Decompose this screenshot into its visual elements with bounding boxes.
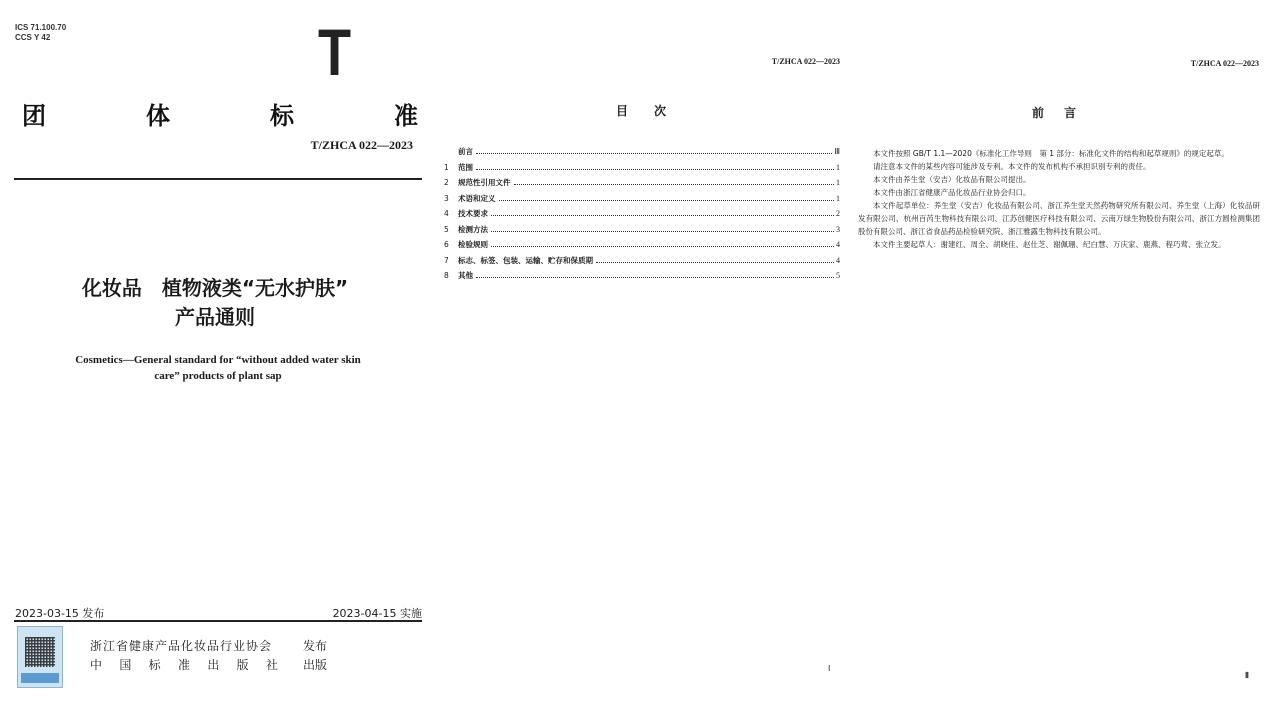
doc-type-char: 体 [146, 102, 170, 130]
toc-title: 目次 [616, 104, 693, 118]
toc-entry[interactable] [444, 255, 840, 271]
press-char: 国 [119, 658, 132, 672]
title-chinese-line2: 产品通则 [175, 305, 255, 329]
toc-entry-number: 5 [444, 224, 449, 234]
ics-code: ICS 71.100.70 [15, 23, 67, 32]
divider [14, 178, 422, 180]
press-char: 社 [265, 658, 278, 672]
press-name [90, 656, 278, 673]
toc-leader-dots [476, 169, 834, 170]
foreword-body [858, 147, 1260, 251]
ccs-code: CCS Y 42 [15, 33, 51, 42]
foreword-paragraph: 本文件按照 GB/T 1.1—2020《标准化工作导则 第 1 部分：标准化文件的结构和起草规则》的规定起草。 [873, 149, 1229, 158]
toc-entry-title: 规范性引用文件 [458, 178, 511, 187]
toc-entry-page: 5 [836, 271, 840, 280]
title-english-line2: care” products of plant sap [154, 370, 282, 382]
toc-entry-title: 术语和定义 [458, 193, 496, 203]
toc-entry-page: 4 [836, 255, 840, 265]
toc-entry[interactable] [444, 193, 840, 209]
doc-type-char: 标 [270, 102, 294, 130]
press-char: 版 [236, 658, 249, 672]
toc-entry-page: 1 [836, 162, 840, 172]
toc-entry-page: 2 [836, 209, 840, 218]
toc-leader-dots [499, 200, 835, 201]
toc-entry[interactable] [444, 270, 840, 286]
foreword-page [850, 0, 1267, 713]
toc-list [444, 146, 840, 286]
doc-type-char: 准 [394, 102, 418, 130]
foreword-paragraph: 本文件主要起草人：谢建红、周全、胡晓佳、赵仕芝、谢佩珊、纪白慧、万庆家、鹿燕、程巧莺、张立发。 [873, 240, 1226, 249]
foreword-paragraph: 本文件由养生堂（安吉）化妆品有限公司提出。 [873, 175, 1031, 184]
toc-entry-page: 4 [836, 240, 840, 249]
toc-leader-dots [491, 215, 834, 216]
toc-entry-page: 1 [836, 193, 840, 203]
page-header-number: T/ZHCA 022—2023 [1190, 59, 1259, 68]
toc-entry-title: 标志、标签、包装、运输、贮存和保质期 [458, 255, 593, 265]
label-band [21, 673, 59, 683]
page-header-number: T/ZHCA 022—2023 [771, 57, 840, 66]
toc-entry-page: Ⅲ [834, 147, 840, 156]
title-chinese-line1: 化妆品 植物液类“无水护肤” [81, 276, 349, 300]
foreword-paragraph: 本文件起草单位：养生堂（安吉）化妆品有限公司、浙江养生堂天然药物研究所有限公司、养生堂（上海）化妆品研发有限公司、杭州百芮生物科技有限公司、江苏创健医疗科技有限公司、云南万绿生物股份有限公司、浙江方圆检测集团股份有限公司、浙江省食品药品检验研究院、浙江雅露生物科技有限公司。 [858, 201, 1260, 236]
toc-entry-title: 范围 [458, 162, 473, 172]
toc-entry[interactable] [444, 177, 840, 193]
toc-leader-dots [476, 277, 834, 278]
publisher-name: 浙江省健康产品化妆品行业协会 [90, 639, 273, 653]
toc-leader-dots [491, 231, 834, 232]
standard-logo: T [318, 15, 350, 89]
page-folio: Ⅰ [828, 664, 831, 673]
toc-entry[interactable] [444, 208, 840, 224]
publish-date: 2023-03-15 发布 [15, 607, 105, 620]
toc-leader-dots [491, 246, 834, 247]
toc-entry-page: 1 [836, 178, 840, 187]
toc-leader-dots [596, 262, 834, 263]
toc-entry[interactable] [444, 146, 840, 162]
publisher-action: 发布 [303, 639, 328, 653]
toc-entry-number: 2 [444, 178, 449, 187]
qr-code-icon [25, 637, 55, 667]
title-english-line1: Cosmetics—General standard for “without added water skin [75, 354, 361, 366]
toc-entry-number: 4 [444, 209, 449, 218]
title-chinese [0, 274, 430, 332]
toc-entry-number: 7 [444, 255, 449, 265]
toc-entry-title: 前言 [458, 147, 473, 156]
toc-page [430, 0, 850, 713]
toc-entry-number: 1 [444, 162, 449, 172]
page-folio: Ⅱ [1245, 671, 1249, 680]
press-char: 出 [207, 658, 220, 672]
foreword-paragraph: 本文件由浙江省健康产品化妆品行业协会归口。 [873, 188, 1031, 197]
toc-entry[interactable] [444, 162, 840, 178]
toc-entry-title: 其他 [458, 271, 473, 280]
title-english [40, 352, 396, 384]
doc-type-char: 团 [22, 102, 46, 130]
press-char: 标 [148, 658, 161, 672]
press-char: 准 [177, 658, 190, 672]
implement-date: 2023-04-15 实施 [332, 607, 422, 620]
toc-entry-title: 技术要求 [458, 209, 488, 218]
press-action: 出版 [303, 658, 328, 672]
toc-entry-number: 6 [444, 240, 449, 249]
document-type-heading [22, 96, 418, 131]
cover-page [0, 0, 430, 713]
toc-entry-title: 检验规则 [458, 240, 488, 249]
press-char: 中 [90, 658, 103, 672]
toc-leader-dots [514, 184, 835, 185]
foreword-paragraph: 请注意本文件的某些内容可能涉及专利。本文件的发布机构不承担识别专利的责任。 [873, 162, 1151, 171]
toc-entry-number: 3 [444, 193, 449, 203]
foreword-title: 前言 [1032, 106, 1097, 120]
toc-entry[interactable] [444, 239, 840, 255]
classification-codes [15, 23, 66, 43]
toc-entry-title: 检测方法 [458, 224, 488, 234]
divider [14, 620, 422, 622]
toc-entry-number: 8 [444, 271, 449, 280]
toc-entry[interactable] [444, 224, 840, 240]
toc-leader-dots [476, 153, 832, 154]
standard-number: T/ZHCA 022—2023 [310, 138, 413, 152]
toc-entry-page: 3 [836, 224, 840, 234]
qr-code-label [17, 626, 63, 688]
